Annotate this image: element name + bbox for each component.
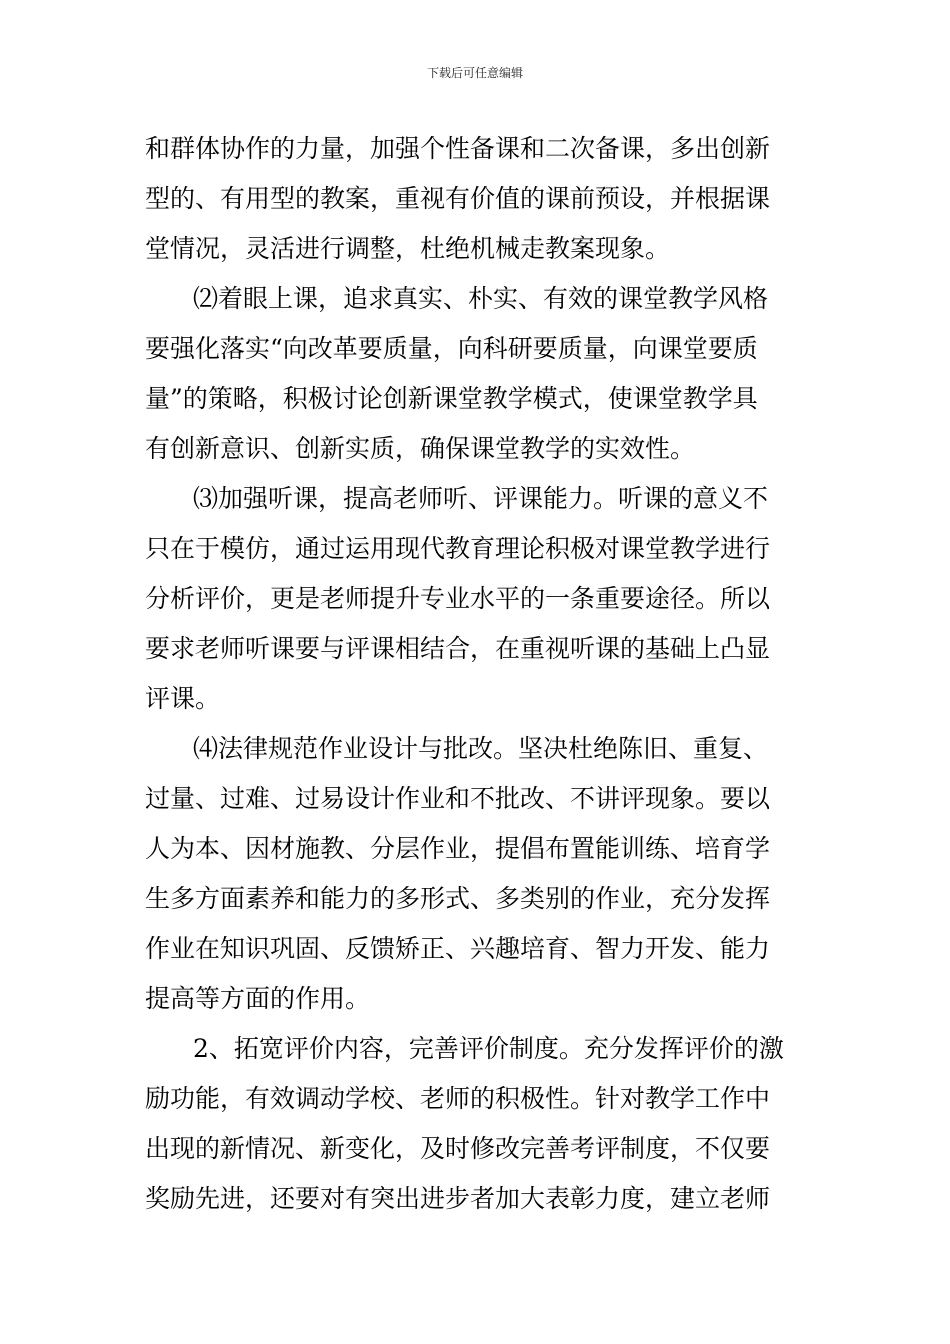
text-line: 和群体协作的力量，加强个性备课和二次备课，多出创新 <box>145 134 771 163</box>
text-line: 要强化落实“向改革要质量，向科研要质量，向课堂要质 <box>145 334 758 363</box>
text-line: 人为本、因材施教、分层作业，提倡布置能训练、培育学 <box>145 834 771 863</box>
text-line: 量”的策略，积极讨论创新课堂教学模式，使课堂教学具 <box>145 384 758 413</box>
text-line: 提高等方面的作用。 <box>145 984 371 1013</box>
text-line: 励功能，有效调动学校、老师的积极性。针对教学工作中 <box>145 1084 771 1113</box>
page-header: 下载后可任意编辑 <box>426 66 523 80</box>
text-line: ⑵着眼上课，追求真实、朴实、有效的课堂教学风格 <box>193 284 769 313</box>
text-line: 过量、过难、过易设计作业和不批改、不讲评现象。要以 <box>145 784 771 813</box>
text-line: 出现的新情况、新变化，及时修改完善考评制度，不仅要 <box>145 1134 771 1163</box>
text-line: ⑷法律规范作业设计与批改。坚决杜绝陈旧、重复、 <box>193 734 769 763</box>
document-body <box>145 124 810 1224</box>
text-line: 分析评价，更是老师提升专业水平的一条重要途径。所以 <box>145 584 771 613</box>
text-line: 型的、有用型的教案，重视有价值的课前预设，并根据课 <box>145 184 771 213</box>
text-line: 有创新意识、创新实质，确保课堂教学的实效性。 <box>145 434 696 463</box>
text-line: 堂情况，灵活进行调整，杜绝机械走教案现象。 <box>145 234 671 263</box>
text-line: 评课。 <box>145 684 221 713</box>
text-line: 要求老师听课要与评课相结合，在重视听课的基础上凸显 <box>145 634 771 663</box>
text-line: ⑶加强听课，提高老师听、评课能力。听课的意义不 <box>193 484 769 513</box>
text-line: 生多方面素养和能力的多形式、多类别的作业，充分发挥 <box>145 884 771 913</box>
text-line: 只在于模仿，通过运用现代教育理论积极对课堂教学进行 <box>145 534 771 563</box>
text-line: 2、拓宽评价内容，完善评价制度。充分发挥评价的激 <box>193 1034 784 1063</box>
text-line: 作业在知识巩固、反馈矫正、兴趣培育、智力开发、能力 <box>145 934 771 963</box>
text-line: 奖励先进，还要对有突出进步者加大表彰力度，建立老师 <box>145 1184 771 1213</box>
